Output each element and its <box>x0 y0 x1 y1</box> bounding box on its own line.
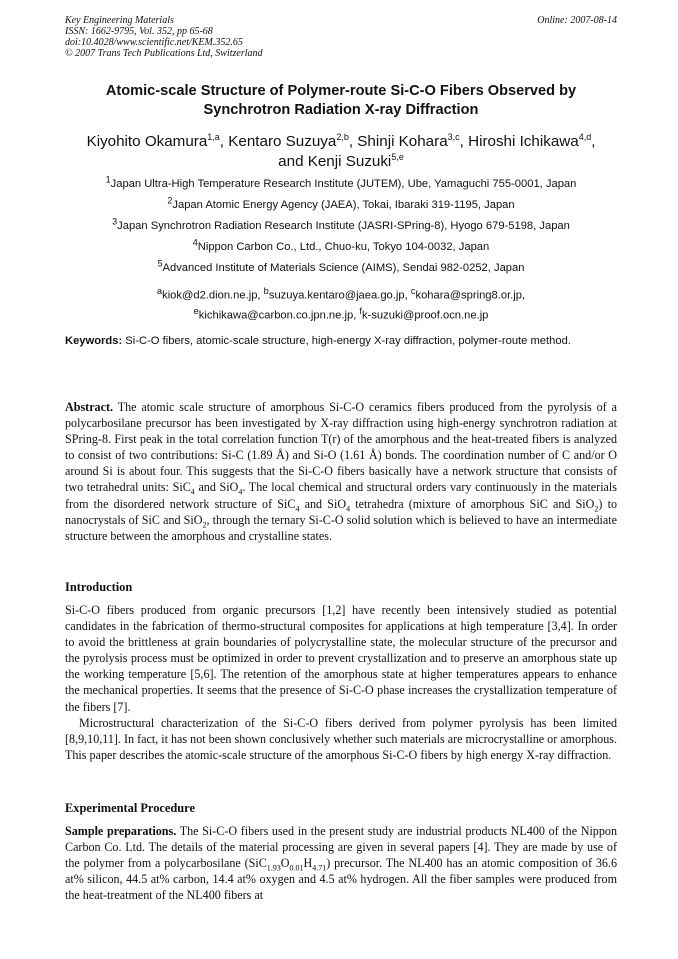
affiliation-1 <box>65 174 617 191</box>
experimental-text-2: O <box>280 856 290 871</box>
author-and: and <box>278 153 308 170</box>
introduction-paragraph-2: Microstructural characterization of the Si-C-O fibers derived from polymer pyrolysis has been limited [8,9,10,11]. In fact, it has not been shown conclusively whether such materials are microcrystalline or amorphous. This paper describes the atomic-scale structure of the amorphous Si-C-O fibers by high energy X-ray diffraction. <box>65 715 618 762</box>
author-5-sup: 5,e <box>391 151 404 162</box>
experimental-text-4: ) precursor. The NL400 has an atomic composition of 36.6 at% silicon, 44.5 at% carbon, 14.4 at% oxygen and 4.5 at% hydrogen. All the fiber samples were produced from the heat-treatment of the NL400 fibers at <box>65 856 617 903</box>
author-1-sup: 1,a <box>207 131 220 142</box>
abstract-paragraph <box>65 399 617 544</box>
abstract-label: Abstract. <box>65 400 114 414</box>
abstract-text-3: . The local chemical and structural orders vary continuously in the materials from the disordered network structure of SiC <box>65 480 617 511</box>
keywords-text: Si-C-O fibers, atomic-scale structure, high-energy X-ray diffraction, polymer-route method. <box>122 335 571 347</box>
introduction-heading: Introduction <box>65 580 133 594</box>
email-c[interactable]: kohara@spring8.or.jp, <box>415 289 526 302</box>
email-b-sup: b <box>263 286 269 296</box>
author-2-sup: 2,b <box>336 131 349 142</box>
title-line-2: Synchrotron Radiation X-ray Diffraction <box>203 102 479 118</box>
abstract-text-2: and SiO <box>194 480 239 495</box>
author-3: Shinji Kohara <box>357 133 448 150</box>
experimental-body <box>65 823 617 903</box>
journal-header <box>65 15 617 59</box>
email-b[interactable]: suzuya.kentaro@jaea.go.jp, <box>268 289 411 302</box>
journal-name: Key Engineering Materials <box>65 15 174 26</box>
abstract-sub-1: 4 <box>190 487 195 497</box>
author-4-sup: 4,d <box>578 131 592 142</box>
abstract-text-7: , through the ternary Si-C-O solid solution which is believed to have an intermediate structure between the amorphous and crystalline states. <box>65 512 617 543</box>
email-f-sup: f <box>359 305 362 316</box>
experimental-paragraph <box>65 823 617 903</box>
doi-line[interactable]: doi:10.4028/www.scientific.net/KEM.352.65 <box>65 37 243 48</box>
email-c-sup: c <box>410 286 416 296</box>
abstract-text-6: ) to nanocrystals of SiC and SiO <box>65 496 617 527</box>
author-5: Kenji Suzuki <box>307 153 392 170</box>
abstract-text-4: and SiO <box>299 496 347 511</box>
affiliation-3-sup: 3 <box>112 216 118 227</box>
abstract-sub-5: 2 <box>594 503 599 513</box>
experimental-sub-3: 4.71 <box>312 863 327 873</box>
affiliation-2-text: Japan Atomic Energy Agency (JAEA), Tokai, Ibaraki 319-1195, Japan <box>172 199 515 211</box>
affiliation-1-text: Japan Ultra-High Temperature Research Institute (JUTEM), Ube, Yamaguchi 755-0001, Japan <box>110 178 577 190</box>
abstract-sub-6: 2 <box>202 520 207 530</box>
email-a-sup: a <box>156 286 163 296</box>
online-date: Online: 2007-08-14 <box>537 15 617 26</box>
affiliation-4 <box>65 237 617 254</box>
author-list: Kiyohito Okamura$^{1,a}$, Kentaro Suzuya$^{2,b}$, Shinji Kohara$^{3,c}$, Hiroshi Ichikawa$^{4,d}$, and Kenji Suzuki$^{5,e}$ <box>86 131 596 170</box>
issn-line: ISSN: 1662-9795, Vol. 352, pp 65-68 <box>65 26 213 37</box>
affiliation-2-sup: 2 <box>167 195 173 206</box>
abstract <box>65 399 617 544</box>
experimental-sub-2: 0.01 <box>289 863 304 873</box>
affiliation-5-text: Advanced Institute of Materials Science (AIMS), Sendai 982-0252, Japan <box>162 262 525 274</box>
email-f[interactable]: k-suzuki@proof.ocn.ne.jp <box>362 309 489 322</box>
sample-preparations-label: Sample preparations. <box>65 824 177 838</box>
author-3-sup: 3,c <box>447 131 460 142</box>
email-e-sup: e <box>193 305 199 316</box>
abstract-text-1: The atomic scale structure of amorphous Si-C-O ceramics fibers produced from the pyrolysis of a polycarbosilane precursor has been investigated by X-ray diffraction using high-energy synchrotron radiation at SPring-8. First peak in the total correlation function T(r) of the amorphous and the heat-treated fibers is analyzed to consist of two contributions: Si-C (1.89 Å) and Si-O (1.61 Å) bonds. The coordination number of C and/or O around Si is about four. This suggests that the Si-C-O fibers basically have a network structure that consists of two tetrahedral units: SiC <box>65 400 617 495</box>
abstract-sub-4: 4 <box>346 503 351 513</box>
introduction-paragraph-1: Si-C-O fibers produced from organic precursors [1,2] have recently been intensively studied as potential candidates in the fabrication of thermo-structural composites for applications at high temperature [3,4]. In order to avoid the brittleness at grain boundaries of polycrystalline state, the molecular structure of the precursor and the pyrolysis process must be optimized in order to prevent crystallization and to preserve an amorphous state up the working temperature [5,6]. The retention of the amorphous state at higher temperatures appears to enhance the mechanical properties. It seems that the presence of Si-C-O phase increases the crystallization temperature of the fibers [7]. <box>65 603 617 714</box>
experimental-sub-1: 1.93 <box>266 863 281 873</box>
author-emails <box>65 284 617 323</box>
affiliation-1-sup: 1 <box>105 174 111 185</box>
experimental-text-3: H <box>303 856 313 871</box>
abstract-sub-2: 4 <box>238 487 243 497</box>
affiliation-3 <box>65 216 617 233</box>
affiliation-4-sup: 4 <box>192 237 198 248</box>
experimental-heading: Experimental Procedure <box>65 801 195 815</box>
author-4: Hiroshi Ichikawa <box>468 133 579 150</box>
copyright-line: © 2007 Trans Tech Publications Ltd, Switzerland <box>65 48 263 59</box>
experimental-text-1: The Si-C-O fibers used in the present study are industrial products NL400 of the Nippon Carbon Co. Ltd. The details of the material processing are given in several papers [4]. They are made by use of the polymer from a polycarbosilane (SiC <box>65 824 617 871</box>
email-a[interactable]: kiok@d2.dion.ne.jp, <box>162 289 264 302</box>
introduction-body <box>65 602 617 763</box>
title-line-1: Atomic-scale Structure of Polymer-route Si-C-O Fibers Observed by <box>105 83 577 99</box>
affiliation-5 <box>65 258 617 275</box>
abstract-sub-3: 4 <box>295 503 300 513</box>
affiliation-4-text: Nippon Carbon Co., Ltd., Chuo-ku, Tokyo 104-0032, Japan <box>197 241 490 253</box>
author-1: Kiyohito Okamura <box>86 133 208 150</box>
keywords <box>65 334 617 348</box>
paper-title <box>65 82 617 120</box>
author-2: Kentaro Suzuya <box>228 133 337 150</box>
affiliation-3-text: Japan Synchrotron Radiation Research Institute (JASRI-SPring-8), Hyogo 679-5198, Japan <box>117 220 570 232</box>
keywords-label: Keywords: <box>65 335 123 347</box>
affiliation-5-sup: 5 <box>157 258 163 269</box>
abstract-text-5: tetrahedra (mixture of amorphous SiC and SiO <box>350 496 595 511</box>
affiliation-2 <box>65 195 617 212</box>
email-e[interactable]: kichikawa@carbon.co.jpn.ne.jp, <box>198 309 360 322</box>
